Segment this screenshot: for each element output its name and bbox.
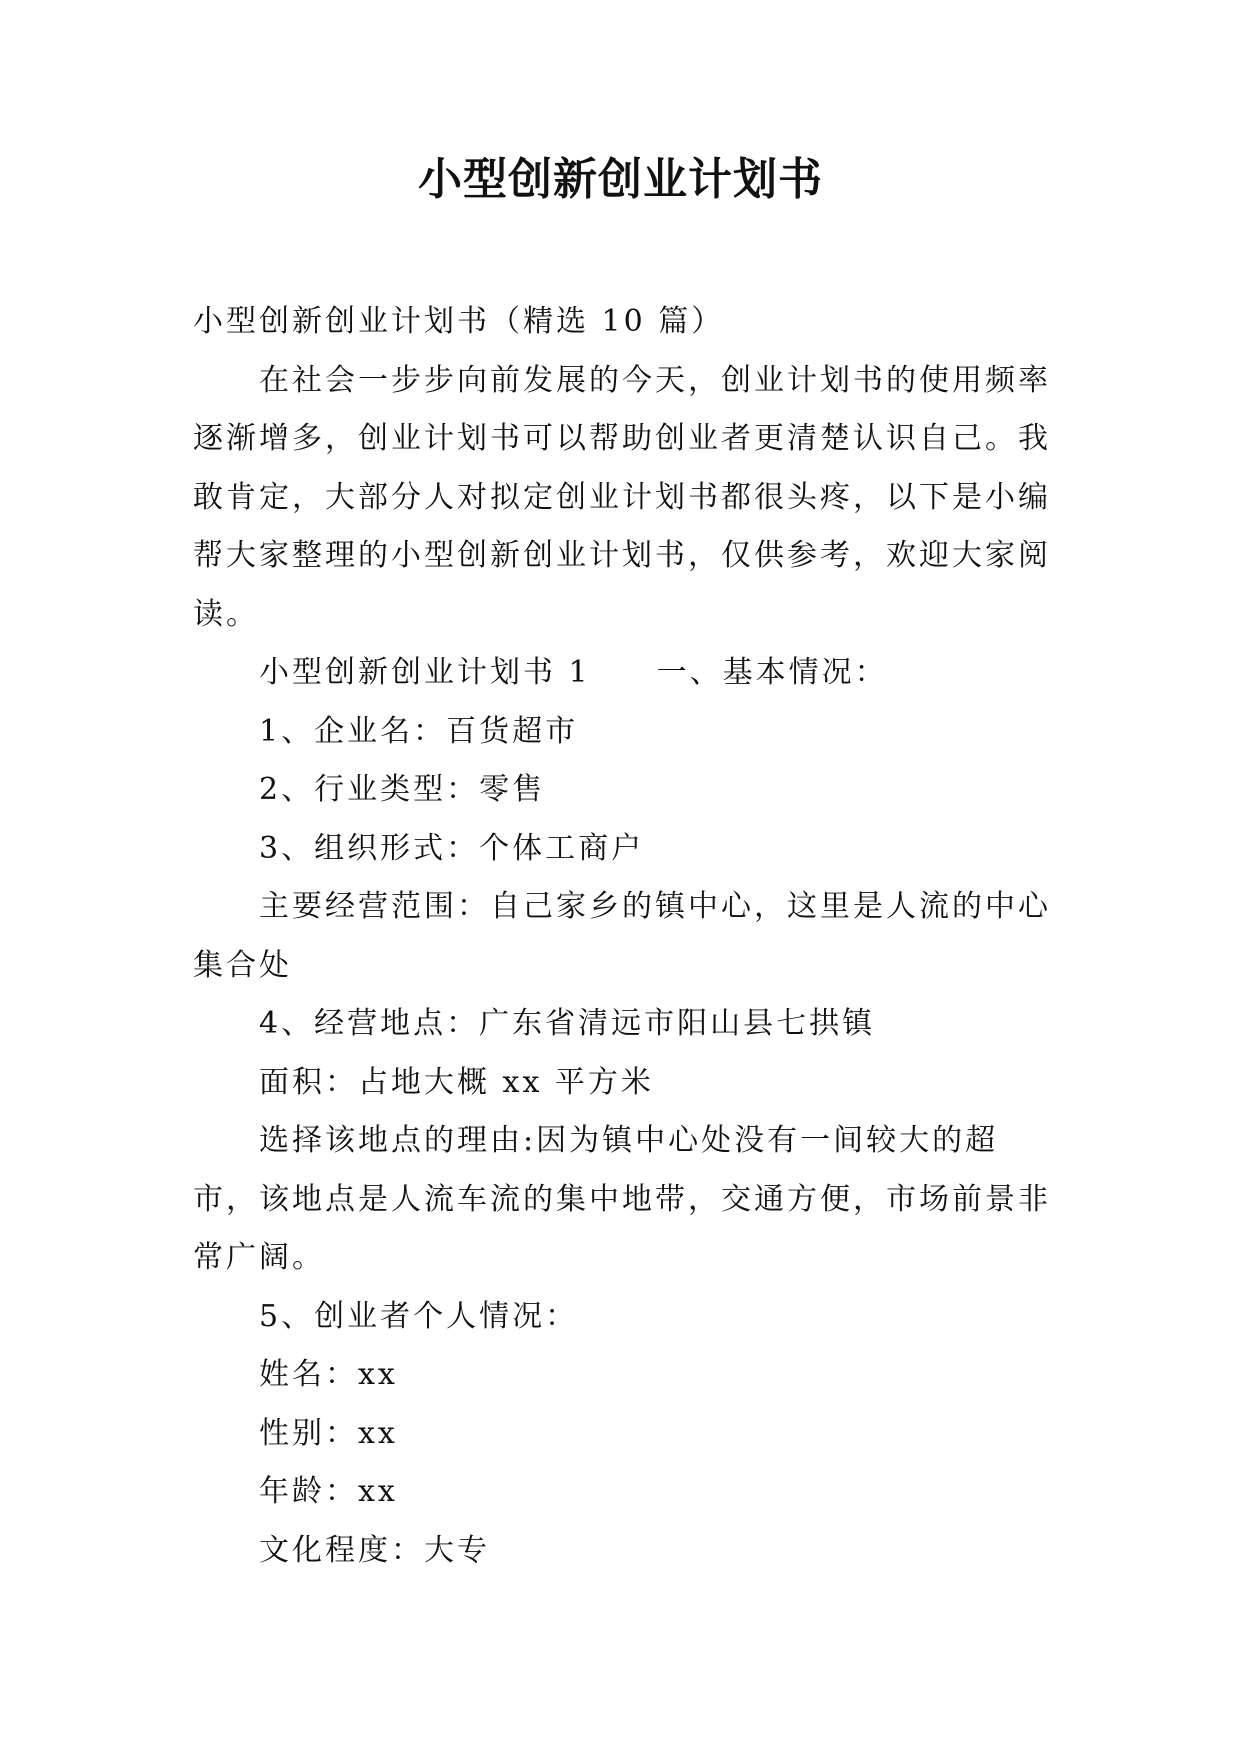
area: 面积：占地大概 xx 平方米 xyxy=(259,1064,654,1100)
founder-name: 姓名：xx xyxy=(259,1357,398,1392)
business-location: 4、经营地点：广东省清远市阳山县七拱镇 xyxy=(259,1006,876,1041)
founder-info-heading: 5、创业者个人情况： xyxy=(259,1298,579,1334)
organization-form: 3、组织形式：个体工商户 xyxy=(259,830,645,866)
document-subtitle: 小型创新创业计划书（精选 10 篇） xyxy=(193,304,725,339)
founder-gender: 性别：xx xyxy=(259,1415,398,1451)
section-heading-basic-info: 小型创新创业计划书 1 一、基本情况： xyxy=(259,655,888,690)
location-reason: 选择该地点的理由:因为镇中心处没有一间较大的超市，该地点是人流车流的集中地带，交通方便，市场前景非常广阔。 xyxy=(193,1123,1051,1275)
industry-type: 2、行业类型：零售 xyxy=(259,772,546,807)
document-body xyxy=(193,293,1053,1580)
enterprise-name: 1、企业名：百货超市 xyxy=(259,713,579,749)
founder-age: 年龄：xx xyxy=(259,1474,398,1509)
document-title: 小型创新创业计划书 xyxy=(418,154,823,205)
business-scope: 主要经营范围：自己家乡的镇中心，这里是人流的中心集合处 xyxy=(193,889,1051,983)
intro-paragraph: 在社会一步步向前发展的今天，创业计划书的使用频率逐渐增多，创业计划书可以帮助创业者更清楚认识自己。我敢肯定，大部分人对拟定创业计划书都很头疼，以下是小编帮大家整理的小型创新创业计划书，仅供参考，欢迎大家阅读。 xyxy=(193,362,1051,632)
founder-education: 文化程度：大专 xyxy=(259,1532,490,1568)
